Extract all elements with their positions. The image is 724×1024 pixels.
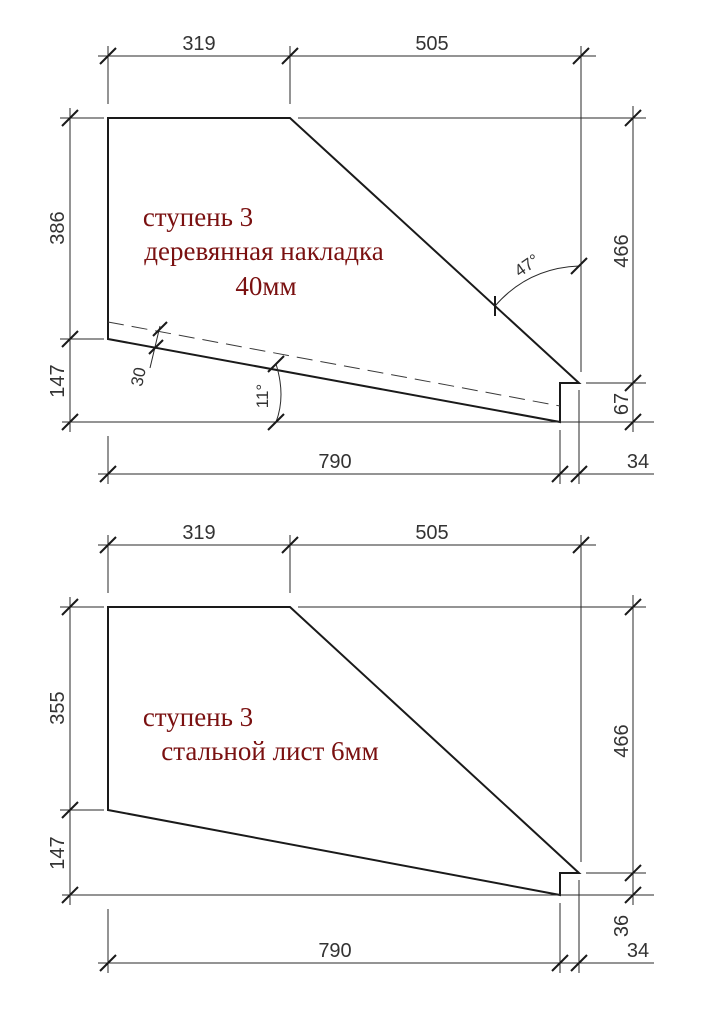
dim-bottom-main-value: 790 [318,451,352,473]
dim-left-upper-value: 386 [47,211,69,245]
drawing-top [47,33,654,484]
dim-right-main-value: 466 [611,234,633,268]
dim-top-right-value: 505 [415,33,449,55]
part-label-line-2-2: стальной лист 6мм [161,736,379,766]
dim-right-main-value-2: 466 [611,724,633,758]
dim-left-lower-value: 147 [47,364,69,398]
part-label-line-2: деревянная накладка [144,236,384,266]
part-label-line-1-2: ступень 3 [142,702,254,732]
dimension-offset [149,322,167,368]
part-outline-top [108,118,579,422]
part-label-line-3: 40мм [235,271,297,301]
angle-slope-value: 11° [253,383,272,409]
offset-dashed-line [108,322,560,409]
drawing-bottom [47,522,654,973]
dim-top-left-value-2: 319 [182,522,216,544]
part-label-line-1: ступень 3 [142,202,254,232]
dimension-bottom-width [98,390,654,484]
angle-diag-value: 47° [510,250,543,281]
dim-right-small-value: 67 [611,392,633,416]
dimension-top-width-2 [98,535,596,862]
dim-bottom-main-value-2: 790 [318,940,352,962]
dim-bottom-small-value: 34 [626,451,650,473]
dim-left-upper-value-2: 355 [47,691,69,725]
dim-offset-value: 30 [127,365,150,389]
dimension-bottom-width-2 [98,880,654,973]
dim-top-right-value-2: 505 [415,522,449,544]
dim-right-small-value-2: 36 [611,914,633,938]
dim-left-lower-value-2: 147 [47,836,69,870]
dim-bottom-small-value-2: 34 [626,940,650,962]
dim-top-left-value: 319 [182,33,216,55]
